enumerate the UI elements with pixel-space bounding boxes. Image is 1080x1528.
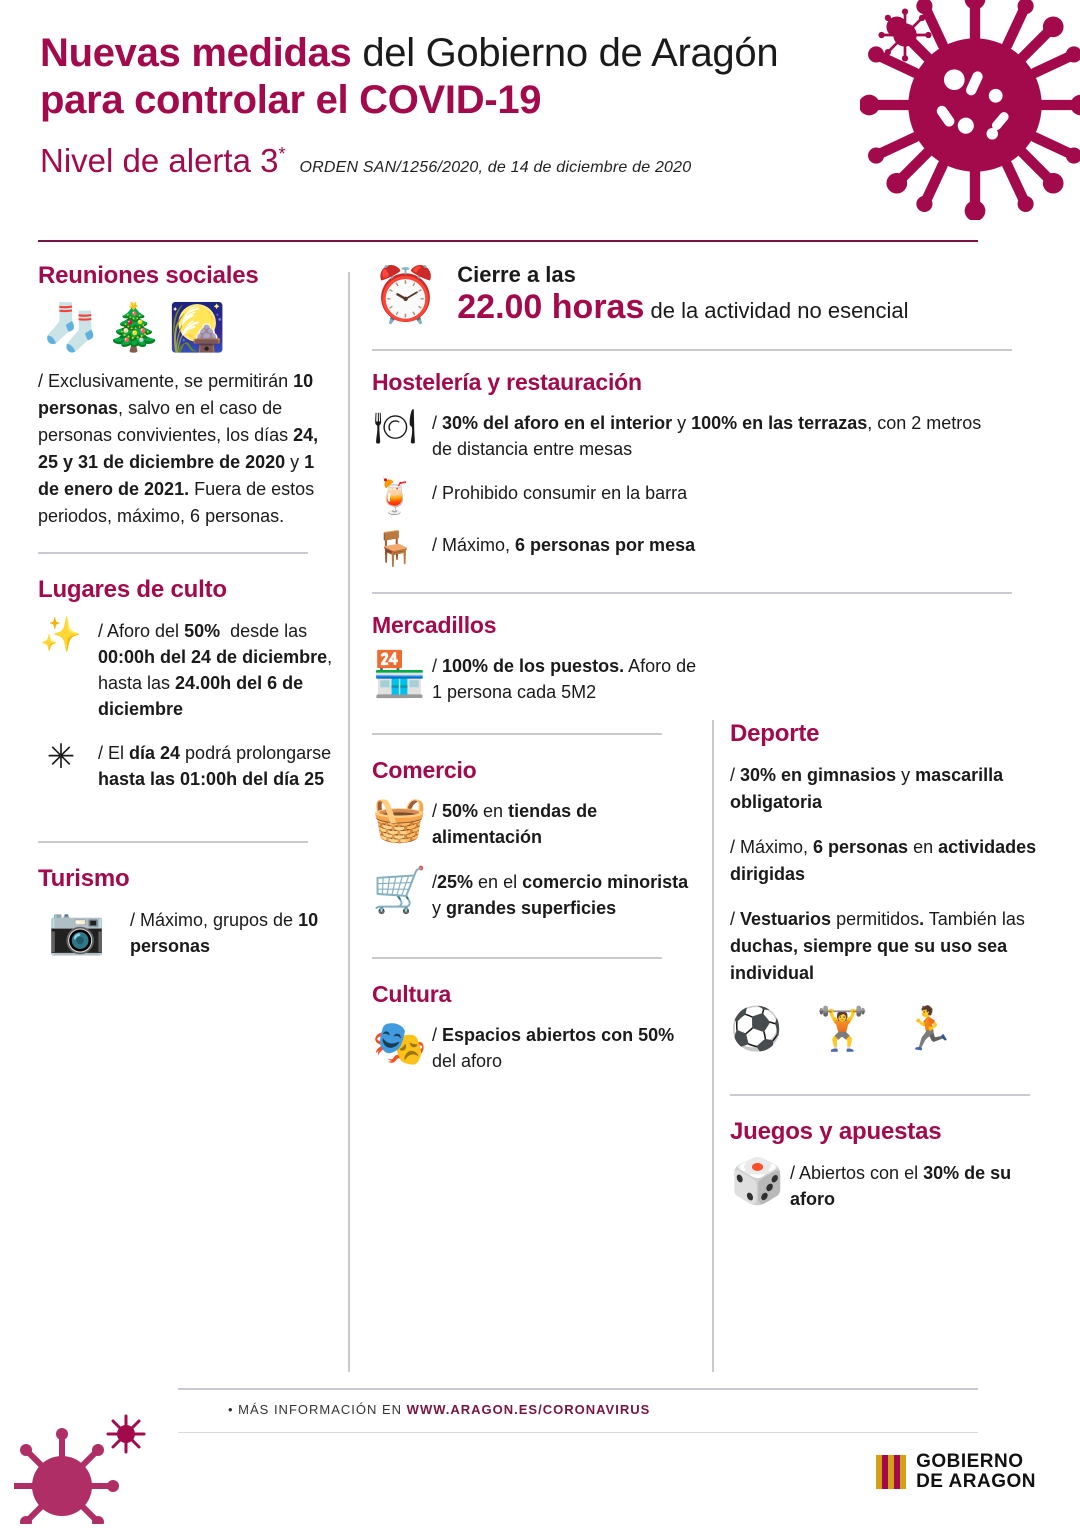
section-title-mercadillos: Mercadillos xyxy=(372,612,497,639)
hosteleria-item-2-text: / Prohibido consumir en la barra xyxy=(432,483,688,504)
more-info xyxy=(228,1402,650,1417)
section-title-hosteleria: Hostelería y restauración xyxy=(372,369,642,395)
header-divider xyxy=(38,240,978,242)
hosteleria-item-3-text: / Máximo, 6 personas por mesa xyxy=(432,535,696,556)
cocktail-icon: 🍹 xyxy=(373,478,417,517)
coronavirus-footer-icon xyxy=(14,1404,164,1524)
alert-level-asterisk: * xyxy=(278,144,286,165)
christmas-icons-group xyxy=(42,301,338,353)
coronavirus-small-icon xyxy=(878,8,932,62)
market-stall-icon: 🏪 xyxy=(372,650,427,700)
weightlifting-icon: 🏋 xyxy=(816,1005,869,1052)
food-cloche-icon: 🍽 xyxy=(373,408,417,446)
alert-level xyxy=(40,142,285,180)
culto-item-1 xyxy=(38,618,338,722)
gobierno-de-aragon-logo xyxy=(876,1452,1036,1492)
gov-logo-text xyxy=(916,1452,1036,1492)
comercio-item-2 xyxy=(372,865,702,921)
hosteleria-item-3 xyxy=(372,530,1012,569)
closing-time: 22.00 horas xyxy=(457,288,645,326)
shopping-cart-icon: 🛒 xyxy=(372,865,427,915)
culto-item-2 xyxy=(38,740,338,792)
section-title-cultura: Cultura xyxy=(372,980,452,1007)
more-info-label: • MÁS INFORMACIÓN EN xyxy=(228,1402,407,1417)
divider-right-1 xyxy=(730,1094,1030,1096)
footer-divider-top xyxy=(178,1388,978,1390)
food-basket-icon: 🧺 xyxy=(372,795,427,845)
footer-divider-bottom xyxy=(178,1432,978,1433)
divider-mid-1 xyxy=(372,349,1012,351)
page-title xyxy=(40,30,870,124)
running-icon: 🏃 xyxy=(902,1005,955,1052)
content-area xyxy=(0,262,1080,1392)
divider-mid-4 xyxy=(372,957,662,959)
divider-left-1 xyxy=(38,552,308,554)
turismo-text: / Máximo, grupos de 10 personas xyxy=(130,909,319,956)
title-highlight-2: para controlar el COVID-19 xyxy=(40,78,542,123)
closing-banner-line2 xyxy=(457,288,908,327)
hosteleria-item-2 xyxy=(372,478,1012,517)
column-left xyxy=(38,262,338,977)
sparkle-icon: ✨ xyxy=(39,616,83,654)
sport-icons-group xyxy=(730,1005,1050,1054)
section-title-juegos: Juegos y apuestas xyxy=(730,1118,942,1145)
section-title-culto: Lugares de culto xyxy=(38,576,227,603)
christmas-stocking-icon: 🧦 xyxy=(42,301,100,353)
hosteleria-item-1 xyxy=(372,410,992,462)
culto-item-1-text: / Aforo del 50% desde las 00:00h del 24 de diciembre, hasta las 24.00h del 6 de diciembre xyxy=(98,621,333,720)
closing-banner-rest: de la actividad no esencial xyxy=(644,298,909,323)
divider-mid-2 xyxy=(372,592,1012,594)
camera-icon: 📷 xyxy=(48,903,106,956)
section-title-reuniones: Reuniones sociales xyxy=(38,262,259,289)
deporte-item-2: / Máximo, 6 personas en actividades dirigidas xyxy=(730,837,1037,884)
closing-banner xyxy=(372,262,1012,327)
aragon-flag-icon xyxy=(876,1455,906,1489)
deporte-item-3: / Vestuarios permitidos. También las duchas, siempre que su uso sea individual xyxy=(730,909,1025,983)
star-icon: ✳ xyxy=(46,738,76,777)
mercadillos-item xyxy=(372,650,702,705)
reuniones-text: / Exclusivamente, se permitirán 10 personas, salvo en el caso de personas convivientes, los días 24, 25 y 31 de diciembre de 2020 y 1 de enero de 2021. Fuera de estos periodos, máximo, 6 personas. xyxy=(38,371,319,526)
section-title-turismo: Turismo xyxy=(38,864,130,892)
juegos-text: / Abiertos con el 30% de su aforo xyxy=(790,1163,1012,1210)
alarm-clock-icon: ⏰ xyxy=(372,264,440,325)
comercio-item-1 xyxy=(372,795,702,850)
title-plain: del Gobierno de Aragón xyxy=(351,31,779,75)
column-right xyxy=(730,720,1050,1230)
divider-left-2 xyxy=(38,841,308,843)
gov-logo-line1: GOBIERNO xyxy=(916,1451,1024,1473)
divider-mid-3 xyxy=(372,733,662,735)
culto-item-2-text: / El día 24 podrá prolongarse hasta las 01:00h del día 25 xyxy=(98,743,332,790)
section-title-comercio: Comercio xyxy=(372,757,477,784)
section-title-deporte: Deporte xyxy=(730,720,820,747)
dice-icon: 🎲 xyxy=(730,1157,785,1206)
theatre-masks-icon: 🎭 xyxy=(372,1018,427,1068)
closing-banner-line1: Cierre a las xyxy=(457,262,576,287)
deporte-item-1: / 30% en gimnasios y mascarilla obligatoria xyxy=(730,765,1004,812)
comercio-item-1-text: / 50% en tiendas de alimentación xyxy=(432,801,598,848)
turismo-item xyxy=(38,903,338,959)
hosteleria-item-1-text: / 30% del aforo en el interior y 100% en las terrazas, con 2 metros de distancia entre mesas xyxy=(432,413,982,460)
christmas-bauble-icon: 🎑 xyxy=(168,301,226,353)
title-highlight-1: Nuevas medidas xyxy=(40,31,352,75)
mercadillos-text: / 100% de los puestos. Aforo de 1 persona cada 5M2 xyxy=(432,656,697,703)
column-divider-1 xyxy=(348,272,350,1372)
order-reference: ORDEN SAN/1256/2020, de 14 de diciembre de 2020 xyxy=(299,159,692,177)
cultura-item xyxy=(372,1018,702,1074)
table-chairs-icon: 🪑 xyxy=(373,530,417,569)
soccer-ball-icon: ⚽ xyxy=(730,1005,783,1052)
christmas-tree-icon: 🎄 xyxy=(105,301,163,353)
gov-logo-line2: DE ARAGON xyxy=(916,1471,1036,1493)
cultura-text: / Espacios abiertos con 50% del aforo xyxy=(432,1024,675,1071)
more-info-url[interactable]: WWW.ARAGON.ES/CORONAVIRUS xyxy=(406,1402,651,1417)
comercio-item-2-text: /25% en el comercio minorista y grandes superficies xyxy=(432,871,689,918)
alert-level-text: Nivel de alerta 3 xyxy=(40,142,279,180)
juegos-item xyxy=(730,1157,1050,1212)
